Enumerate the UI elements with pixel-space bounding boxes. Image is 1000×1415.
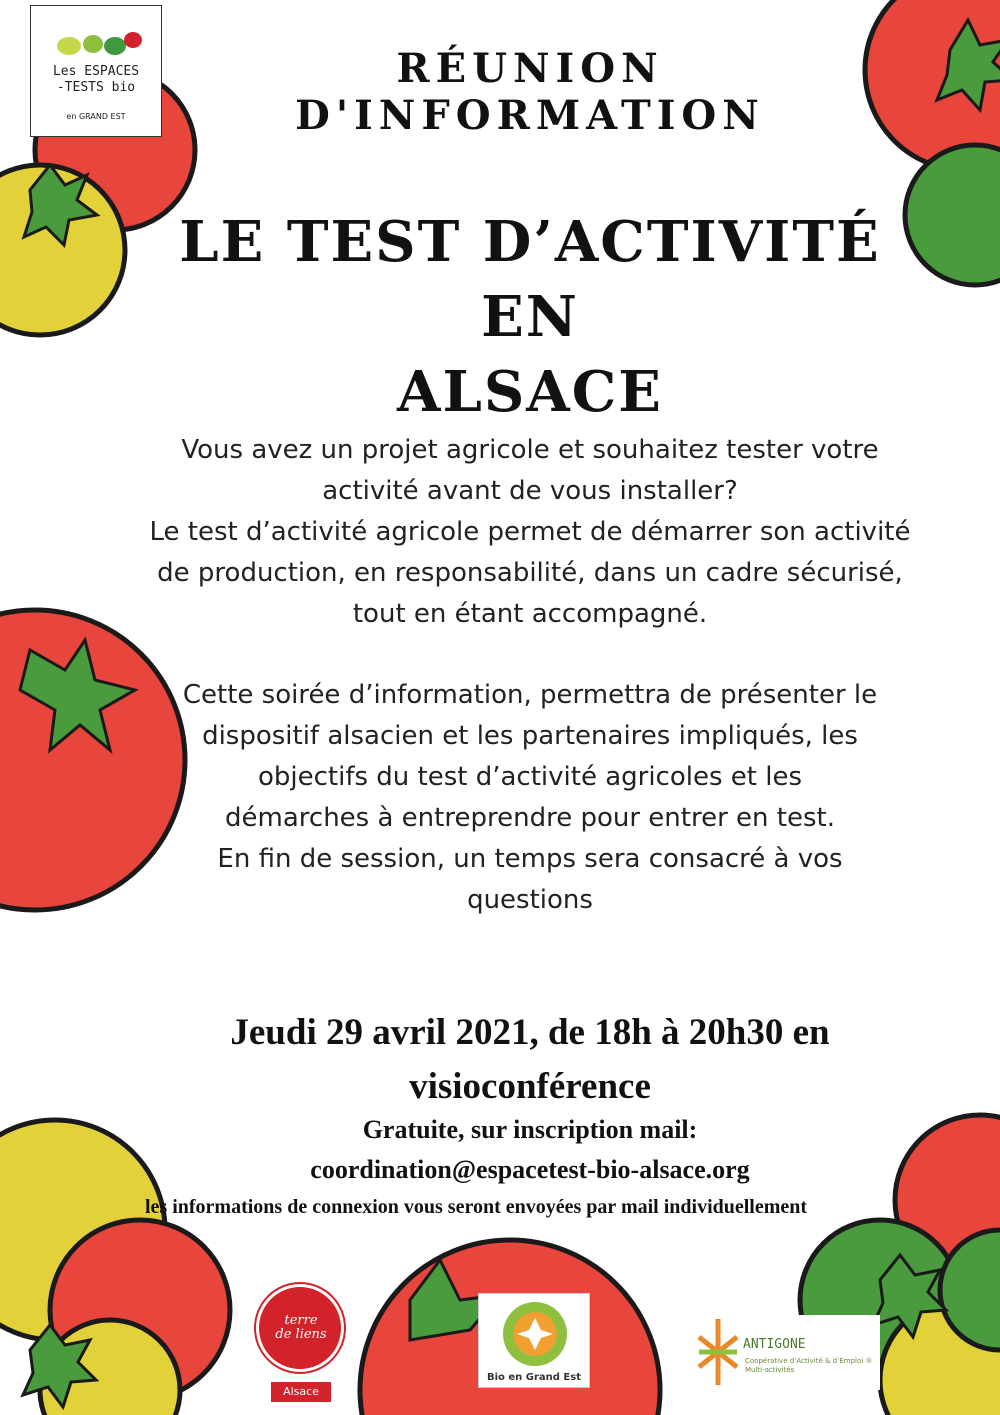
terre-de-liens-name: terre de liens bbox=[275, 1313, 327, 1342]
logo-region: en GRAND EST bbox=[66, 112, 126, 121]
details-paragraph: Cette soirée d’information, permettra de présenter le dispositif alsacien et les partenaires impliqués, les objectifs du test d’activité agricoles et les démarches à entreprendre pour entrer en test. En fin de session, un temps sera consacré à vos questions bbox=[182, 680, 878, 915]
contact-email[interactable]: coordination@espacetest-bio-alsace.org bbox=[310, 1155, 750, 1184]
page-title: LE TEST D’ACTIVITÉ EN ALSACE bbox=[179, 209, 881, 425]
intro-paragraph: Vous avez un projet agricole et souhaitez tester votre activité avant de vous installer? Le test d’activité agricole permet de démarrer son activité de production, en responsabilité, dans un cadre sécurisé, tout en étant accompagné. bbox=[149, 435, 911, 629]
registration-info: Gratuite, sur inscription mail: bbox=[362, 1115, 698, 1144]
fruit-logo-icon bbox=[53, 24, 143, 64]
logo-text: Les ESPACES -TESTS bio bbox=[52, 64, 140, 96]
event-datetime: Jeudi 29 avril 2021, de 18h à 20h30 en visioconférence bbox=[230, 1012, 830, 1107]
bio-grand-est-logo bbox=[478, 1293, 590, 1388]
terre-de-liens-region: Alsace bbox=[271, 1382, 331, 1402]
espaces-tests-bio-logo bbox=[30, 5, 162, 137]
connection-note: les informations de connexion vous seront envoyées par mail individuellement bbox=[145, 1196, 808, 1218]
bio-flower-icon bbox=[501, 1300, 569, 1368]
terre-de-liens-logo bbox=[256, 1284, 346, 1402]
event-type-heading: RÉUNION D'INFORMATION bbox=[295, 45, 765, 139]
bio-grand-est-name: Bio en Grand Est bbox=[487, 1372, 581, 1383]
antigone-logo bbox=[695, 1315, 880, 1390]
antigone-figure-icon bbox=[695, 1317, 741, 1387]
antigone-name: ANTIGONE bbox=[743, 1337, 806, 1352]
antigone-description: Coopérative d’Activité & d’Emploi ® Multi-activités bbox=[745, 1357, 873, 1374]
